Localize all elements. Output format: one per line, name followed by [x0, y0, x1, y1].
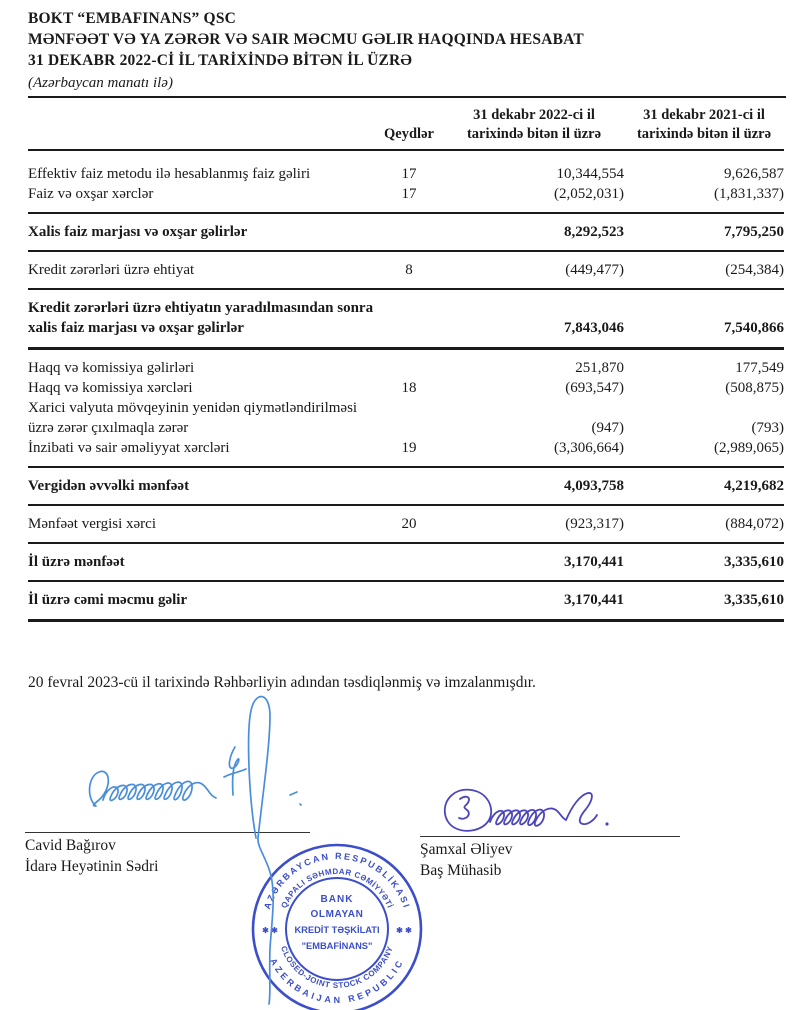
row-label: Haqq və komissiya gəlirləri — [28, 360, 195, 376]
row-label: Xalis faiz marjası və oxşar gəlirlər — [28, 213, 374, 251]
stamp-center-line1: BANK — [320, 894, 354, 905]
row-value-2022: 8,292,523 — [444, 213, 624, 251]
header-notes: Qeydlər — [374, 106, 444, 150]
document-header — [28, 8, 786, 98]
company-name: BOKT “EMBAFINANS” QSC — [28, 10, 237, 27]
row-value-2021: (508,875) — [725, 380, 784, 396]
row-value-2021: 4,219,682 — [624, 467, 784, 505]
signatory-name: Cavid Bağırov — [25, 837, 116, 854]
row-value-2022: 7,843,046 — [444, 289, 624, 349]
statement-title: MƏNFƏƏT VƏ YA ZƏRƏR VƏ SAIR MƏCMU GƏLIR HAQQINDA HESABAT — [28, 31, 584, 48]
row-note — [374, 213, 444, 251]
row-value-2021: (2,989,065) — [624, 438, 784, 467]
table-header-row — [28, 106, 784, 150]
row-note — [374, 289, 444, 349]
row-value-2021: 3,335,610 — [624, 581, 784, 621]
row-value-2022: 251,870 — [575, 360, 624, 376]
row-value-2021: (884,072) — [624, 505, 784, 543]
row-label: İl üzrə cəmi məcmu gəlir — [28, 581, 374, 621]
approval-note: 20 fevral 2023-cü il tarixində Rəhbərliyin adından təsdiqlənmiş və imzalanmışdır. — [28, 674, 536, 691]
row-label: Kredit zərərləri üzrə ehtiyat — [28, 251, 374, 289]
row-note: 19 — [374, 438, 444, 467]
stamp-ring-top-text: AZƏRBAYCAN RESPUBLİKASI — [262, 850, 412, 911]
table-row — [28, 150, 784, 184]
row-value-2022: 3,170,441 — [444, 543, 624, 581]
row-value-2022: (449,477) — [444, 251, 624, 289]
row-value-2022: 4,093,758 — [444, 467, 624, 505]
row-value-2022: (923,317) — [444, 505, 624, 543]
row-note — [374, 349, 444, 379]
table-row-subtotal — [28, 289, 784, 349]
table-row — [28, 398, 784, 438]
row-label: Kredit zərərləri üzrə ehtiyatın yaradılmasından sonra xalis faiz marjası və oxşar gəlirlər — [28, 289, 374, 349]
row-value-2022: 3,170,441 — [444, 581, 624, 621]
row-value-2022: (3,306,664) — [444, 438, 624, 467]
row-value-2021: 3,335,610 — [624, 543, 784, 581]
row-label: İl üzrə mənfəət — [28, 543, 374, 581]
signature-line — [25, 832, 310, 833]
stamp-stars-right-icon: ✱ ✱ — [396, 926, 412, 935]
row-note: 17 — [401, 166, 417, 182]
table-row-subtotal — [28, 467, 784, 505]
header-year-2021: 31 dekabr 2021-ci il tarixində bitən il üzrə — [624, 106, 784, 150]
row-value-2021: 9,626,587 — [724, 166, 784, 182]
row-value-2021: (793) — [751, 420, 784, 436]
signatory-right — [420, 836, 680, 881]
row-label: Xarici valyuta mövqeyinin yenidən qiymətləndirilməsi üzrə zərər çıxılmaqla zərər — [28, 400, 358, 436]
stamp-inner-ring-top-text: QAPALI SƏHMDAR CƏMİYYƏTİ — [279, 866, 395, 910]
stamp-inner-ring-bottom-text: CLOSED-JOINT STOCK COMPANY — [278, 944, 396, 991]
row-note: 17 — [374, 184, 444, 213]
header-year-2022: 31 dekabr 2022-ci il tarixində bitən il üzrə — [444, 106, 624, 150]
table-row — [28, 505, 784, 543]
row-value-2022: (693,547) — [565, 380, 624, 396]
row-note — [374, 467, 444, 505]
company-stamp — [249, 841, 425, 1010]
table-row — [28, 251, 784, 289]
stamp-center-line4: "EMBAFİNANS" — [301, 941, 373, 951]
signatory-title: İdarə Heyətinin Sədri — [25, 858, 159, 875]
row-value-2021: 7,795,250 — [624, 213, 784, 251]
table-row-subtotal — [28, 213, 784, 251]
row-value-2022: (2,052,031) — [444, 184, 624, 213]
stamp-center-line2: OLMAYAN — [310, 909, 364, 920]
row-value-2022: (947) — [591, 420, 624, 436]
table-row — [28, 438, 784, 467]
stamp-center-line3: KREDİT TƏŞKİLATI — [294, 925, 380, 935]
row-note: 8 — [374, 251, 444, 289]
row-label: Faiz və oxşar xərclər — [28, 184, 374, 213]
row-value-2021: 177,549 — [735, 360, 784, 376]
row-label: Haqq və komissiya xərcləri — [28, 380, 193, 396]
table-row — [28, 349, 784, 379]
row-note: 20 — [374, 505, 444, 543]
row-label: İnzibati və sair əməliyyat xərcləri — [28, 438, 374, 467]
signatory-name: Şamxal Əliyev — [420, 841, 513, 858]
row-label: Mənfəət vergisi xərci — [28, 505, 374, 543]
signature-line — [420, 836, 680, 837]
row-note: 18 — [401, 380, 417, 396]
statement-period: 31 DEKABR 2022-Cİ İL TARİXİNDƏ BİTƏN İL ÜZRƏ — [28, 52, 413, 69]
row-note — [374, 543, 444, 581]
row-label: Effektiv faiz metodu ilə hesablanmış faiz gəliri — [28, 166, 311, 182]
stamp-ring-bottom-text: AZERBAIJAN REPUBLIC — [268, 956, 406, 1006]
table-row-total — [28, 543, 784, 581]
signature-right-icon — [445, 790, 609, 831]
row-value-2021: (1,831,337) — [624, 184, 784, 213]
header-description — [28, 106, 374, 150]
row-value-2022: 10,344,554 — [556, 166, 624, 182]
row-note — [374, 581, 444, 621]
income-statement-table — [28, 106, 784, 622]
currency-note: (Azərbaycan manatı ilə) — [28, 75, 173, 91]
row-label: Vergidən əvvəlki mənfəət — [28, 467, 374, 505]
row-value-2021: 7,540,866 — [624, 289, 784, 349]
row-value-2021: (254,384) — [624, 251, 784, 289]
stamp-stars-left-icon: ✱ ✱ — [262, 926, 278, 935]
table-row — [28, 184, 784, 213]
table-row — [28, 378, 784, 398]
table-row-total — [28, 581, 784, 621]
header-divider — [28, 96, 786, 98]
signatory-title: Baş Mühasib — [420, 862, 502, 879]
row-note — [374, 398, 444, 438]
